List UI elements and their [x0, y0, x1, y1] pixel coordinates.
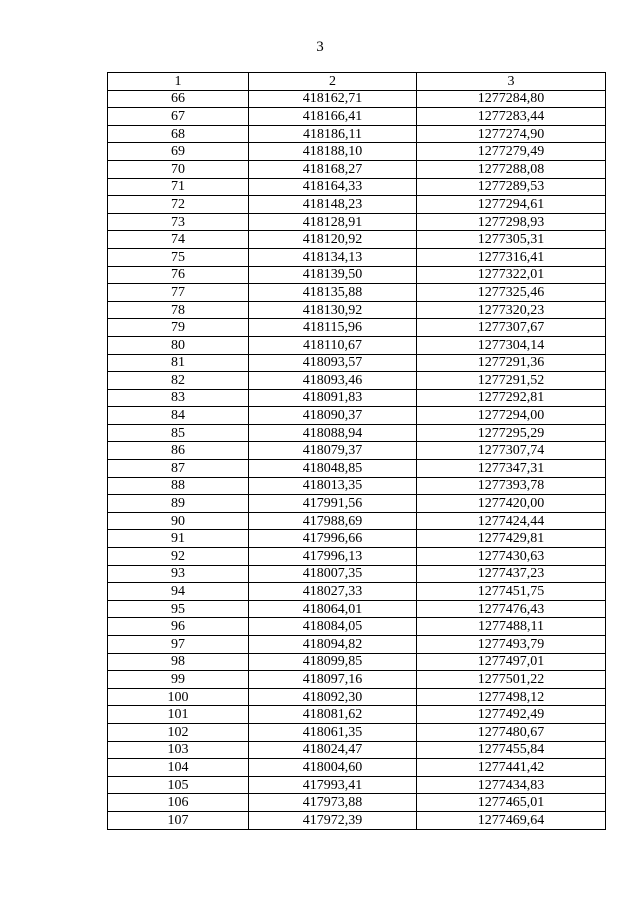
table-row: [108, 266, 606, 284]
y-coordinate-cell: 1277498,12: [417, 688, 606, 706]
page-number: 3: [316, 39, 324, 55]
y-coordinate-cell: 1277492,49: [417, 706, 606, 724]
x-coordinate-cell: 418120,92: [249, 231, 417, 249]
y-coordinate-cell: 1277393,78: [417, 477, 606, 495]
table-row: [108, 196, 606, 214]
point-number-cell: 91: [108, 530, 249, 548]
point-number-cell: 107: [108, 811, 249, 829]
x-coordinate-cell: 418081,62: [249, 706, 417, 724]
y-coordinate-cell: 1277292,81: [417, 389, 606, 407]
table-row: [108, 460, 606, 478]
x-coordinate-cell: 417996,13: [249, 548, 417, 566]
y-coordinate-cell: 1277501,22: [417, 671, 606, 689]
y-coordinate-cell: 1277424,44: [417, 512, 606, 530]
table-row: [108, 794, 606, 812]
y-coordinate-cell: 1277294,61: [417, 196, 606, 214]
y-coordinate-cell: 1277274,90: [417, 125, 606, 143]
y-coordinate-cell: 1277307,67: [417, 319, 606, 337]
point-number-cell: 103: [108, 741, 249, 759]
y-coordinate-cell: 1277305,31: [417, 231, 606, 249]
x-coordinate-cell: 418088,94: [249, 424, 417, 442]
x-coordinate-cell: 418013,35: [249, 477, 417, 495]
x-coordinate-cell: 418130,92: [249, 301, 417, 319]
table-row: [108, 143, 606, 161]
x-coordinate-cell: 417993,41: [249, 776, 417, 794]
point-number-cell: 87: [108, 460, 249, 478]
y-coordinate-cell: 1277325,46: [417, 284, 606, 302]
x-coordinate-cell: 417972,39: [249, 811, 417, 829]
y-coordinate-cell: 1277322,01: [417, 266, 606, 284]
point-number-cell: 90: [108, 512, 249, 530]
x-coordinate-cell: 418135,88: [249, 284, 417, 302]
x-coordinate-cell: 418048,85: [249, 460, 417, 478]
point-number-cell: 104: [108, 759, 249, 777]
x-coordinate-cell: 418186,11: [249, 125, 417, 143]
table-row: [108, 636, 606, 654]
point-number-cell: 98: [108, 653, 249, 671]
table-row: [108, 653, 606, 671]
point-number-cell: 100: [108, 688, 249, 706]
y-coordinate-cell: 1277316,41: [417, 248, 606, 266]
y-coordinate-cell: 1277289,53: [417, 178, 606, 196]
point-number-cell: 69: [108, 143, 249, 161]
table-row: [108, 319, 606, 337]
table-row: [108, 108, 606, 126]
point-number-cell: 75: [108, 248, 249, 266]
table-row: [108, 248, 606, 266]
y-coordinate-cell: 1277441,42: [417, 759, 606, 777]
point-number-cell: 86: [108, 442, 249, 460]
table-row: [108, 442, 606, 460]
x-coordinate-cell: 418027,33: [249, 583, 417, 601]
x-coordinate-cell: 418164,33: [249, 178, 417, 196]
table-row: [108, 706, 606, 724]
point-number-cell: 102: [108, 723, 249, 741]
x-coordinate-cell: 418061,35: [249, 723, 417, 741]
table-row: [108, 548, 606, 566]
x-coordinate-cell: 418090,37: [249, 407, 417, 425]
x-coordinate-cell: 418128,91: [249, 213, 417, 231]
table-row: [108, 424, 606, 442]
header-cell-point-number: 1: [108, 73, 249, 91]
table-row: [108, 530, 606, 548]
x-coordinate-cell: 418134,13: [249, 248, 417, 266]
y-coordinate-cell: 1277480,67: [417, 723, 606, 741]
y-coordinate-cell: 1277298,93: [417, 213, 606, 231]
table-row: [108, 213, 606, 231]
x-coordinate-cell: 418092,30: [249, 688, 417, 706]
table-row: [108, 583, 606, 601]
x-coordinate-cell: 418079,37: [249, 442, 417, 460]
point-number-cell: 88: [108, 477, 249, 495]
point-number-cell: 97: [108, 636, 249, 654]
table-row: [108, 512, 606, 530]
x-coordinate-cell: 417988,69: [249, 512, 417, 530]
point-number-cell: 105: [108, 776, 249, 794]
header-row: [108, 73, 606, 91]
table-row: [108, 231, 606, 249]
table-row: [108, 618, 606, 636]
x-coordinate-cell: 418148,23: [249, 196, 417, 214]
x-coordinate-cell: 418097,16: [249, 671, 417, 689]
point-number-cell: 89: [108, 495, 249, 513]
x-coordinate-cell: 418168,27: [249, 160, 417, 178]
table-row: [108, 301, 606, 319]
x-coordinate-cell: 418004,60: [249, 759, 417, 777]
point-number-cell: 85: [108, 424, 249, 442]
y-coordinate-cell: 1277291,36: [417, 354, 606, 372]
x-coordinate-cell: 418094,82: [249, 636, 417, 654]
y-coordinate-cell: 1277304,14: [417, 336, 606, 354]
point-number-cell: 101: [108, 706, 249, 724]
table-body: [108, 90, 606, 829]
point-number-cell: 92: [108, 548, 249, 566]
y-coordinate-cell: 1277320,23: [417, 301, 606, 319]
y-coordinate-cell: 1277347,31: [417, 460, 606, 478]
x-coordinate-cell: 418099,85: [249, 653, 417, 671]
table-row: [108, 90, 606, 108]
point-number-cell: 106: [108, 794, 249, 812]
point-number-cell: 70: [108, 160, 249, 178]
point-number-cell: 99: [108, 671, 249, 689]
point-number-cell: 84: [108, 407, 249, 425]
table-row: [108, 495, 606, 513]
y-coordinate-cell: 1277434,83: [417, 776, 606, 794]
table-row: [108, 125, 606, 143]
x-coordinate-cell: 418139,50: [249, 266, 417, 284]
point-number-cell: 79: [108, 319, 249, 337]
table-row: [108, 776, 606, 794]
x-coordinate-cell: 417991,56: [249, 495, 417, 513]
point-number-cell: 71: [108, 178, 249, 196]
table-row: [108, 354, 606, 372]
x-coordinate-cell: 418166,41: [249, 108, 417, 126]
y-coordinate-cell: 1277488,11: [417, 618, 606, 636]
x-coordinate-cell: 418084,05: [249, 618, 417, 636]
x-coordinate-cell: 418093,46: [249, 372, 417, 390]
point-number-cell: 66: [108, 90, 249, 108]
y-coordinate-cell: 1277497,01: [417, 653, 606, 671]
table-row: [108, 284, 606, 302]
point-number-cell: 83: [108, 389, 249, 407]
table-row: [108, 723, 606, 741]
table-row: [108, 477, 606, 495]
y-coordinate-cell: 1277291,52: [417, 372, 606, 390]
table-row: [108, 759, 606, 777]
y-coordinate-cell: 1277283,44: [417, 108, 606, 126]
y-coordinate-cell: 1277465,01: [417, 794, 606, 812]
x-coordinate-cell: 418162,71: [249, 90, 417, 108]
x-coordinate-cell: 417973,88: [249, 794, 417, 812]
point-number-cell: 94: [108, 583, 249, 601]
header-cell-y-coordinate: 3: [417, 73, 606, 91]
point-number-cell: 82: [108, 372, 249, 390]
y-coordinate-cell: 1277455,84: [417, 741, 606, 759]
y-coordinate-cell: 1277279,49: [417, 143, 606, 161]
point-number-cell: 73: [108, 213, 249, 231]
x-coordinate-cell: 418110,67: [249, 336, 417, 354]
table-row: [108, 600, 606, 618]
table-row: [108, 741, 606, 759]
y-coordinate-cell: 1277469,64: [417, 811, 606, 829]
point-number-cell: 81: [108, 354, 249, 372]
y-coordinate-cell: 1277430,63: [417, 548, 606, 566]
x-coordinate-cell: 418188,10: [249, 143, 417, 161]
table-row: [108, 336, 606, 354]
table-row: [108, 178, 606, 196]
coordinates-table: [107, 72, 606, 830]
table-row: [108, 688, 606, 706]
point-number-cell: 78: [108, 301, 249, 319]
point-number-cell: 80: [108, 336, 249, 354]
point-number-cell: 74: [108, 231, 249, 249]
table-row: [108, 389, 606, 407]
y-coordinate-cell: 1277476,43: [417, 600, 606, 618]
table-header: [108, 73, 606, 91]
point-number-cell: 77: [108, 284, 249, 302]
point-number-cell: 67: [108, 108, 249, 126]
point-number-cell: 68: [108, 125, 249, 143]
x-coordinate-cell: 418007,35: [249, 565, 417, 583]
y-coordinate-cell: 1277420,00: [417, 495, 606, 513]
point-number-cell: 72: [108, 196, 249, 214]
table-row: [108, 407, 606, 425]
y-coordinate-cell: 1277493,79: [417, 636, 606, 654]
table-row: [108, 372, 606, 390]
x-coordinate-cell: 418064,01: [249, 600, 417, 618]
point-number-cell: 76: [108, 266, 249, 284]
x-coordinate-cell: 418091,83: [249, 389, 417, 407]
table-row: [108, 811, 606, 829]
point-number-cell: 95: [108, 600, 249, 618]
table-row: [108, 671, 606, 689]
point-number-cell: 96: [108, 618, 249, 636]
y-coordinate-cell: 1277451,75: [417, 583, 606, 601]
y-coordinate-cell: 1277429,81: [417, 530, 606, 548]
x-coordinate-cell: 418093,57: [249, 354, 417, 372]
y-coordinate-cell: 1277284,80: [417, 90, 606, 108]
table-row: [108, 565, 606, 583]
x-coordinate-cell: 418115,96: [249, 319, 417, 337]
y-coordinate-cell: 1277437,23: [417, 565, 606, 583]
table-row: [108, 160, 606, 178]
y-coordinate-cell: 1277295,29: [417, 424, 606, 442]
point-number-cell: 93: [108, 565, 249, 583]
y-coordinate-cell: 1277288,08: [417, 160, 606, 178]
x-coordinate-cell: 418024,47: [249, 741, 417, 759]
x-coordinate-cell: 417996,66: [249, 530, 417, 548]
header-cell-x-coordinate: 2: [249, 73, 417, 91]
y-coordinate-cell: 1277294,00: [417, 407, 606, 425]
y-coordinate-cell: 1277307,74: [417, 442, 606, 460]
